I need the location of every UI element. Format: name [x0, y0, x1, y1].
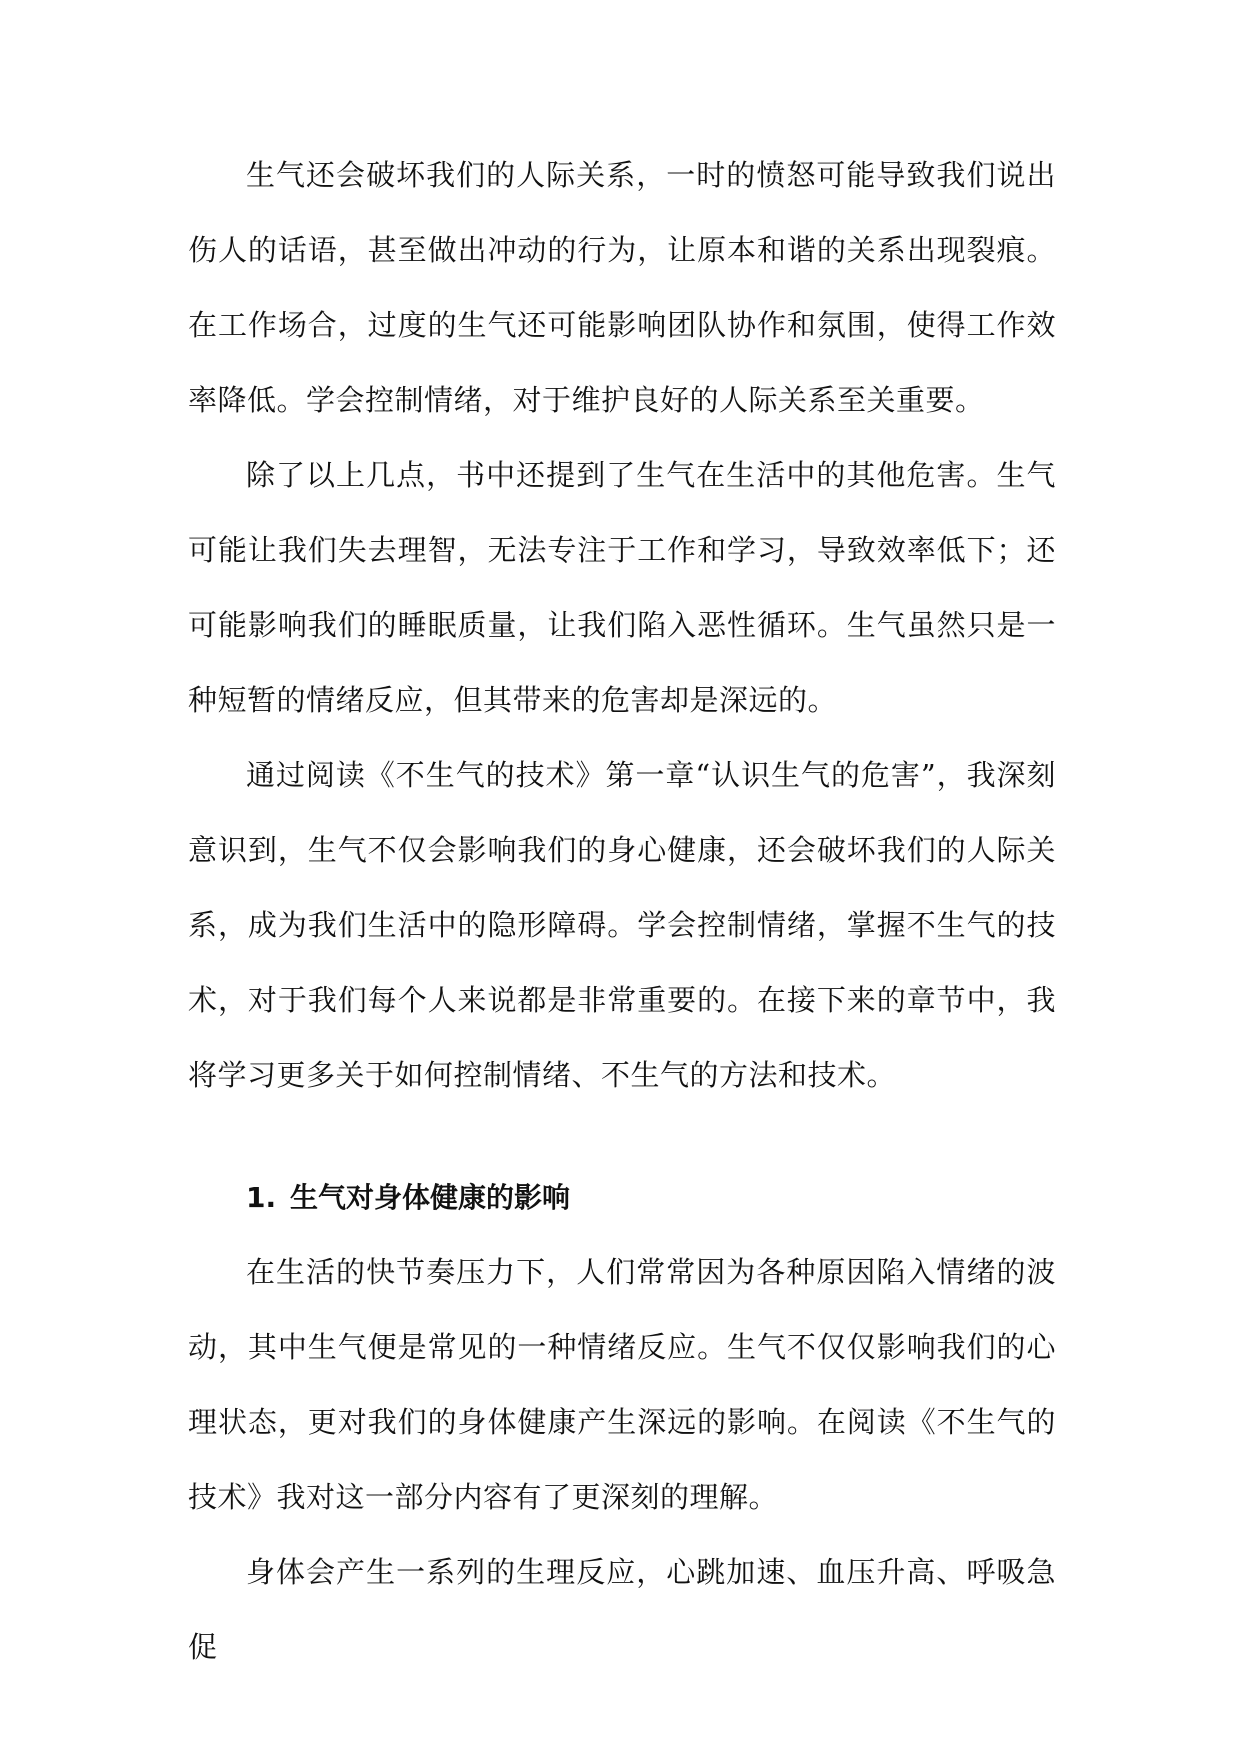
- paragraph-health-intro: 在生活的快节奏压力下，人们常常因为各种原因陷入情绪的波动，其中生气便是常见的一种情绪反应。生气不仅仅影响我们的心理状态，更对我们的身体健康产生深远的影响。在阅读《不生气的技术》我对这一部分内容有了更深刻的理解。: [188, 1255, 1056, 1514]
- section-number: 1.: [246, 1181, 277, 1214]
- paragraph-physiological: 身体会产生一系列的生理反应，心跳加速、血压升高、呼吸急促: [188, 1555, 1056, 1664]
- paragraph-other-harms: 除了以上几点，书中还提到了生气在生活中的其他危害。生气可能让我们失去理智，无法专注于工作和学习，导致效率低下；还可能影响我们的睡眠质量，让我们陷入恶性循环。生气虽然只是一种短暂的情绪反应，但其带来的危害却是深远的。: [188, 458, 1056, 717]
- section-title: 生气对身体健康的影响: [290, 1181, 571, 1214]
- document-body: [188, 138, 1056, 1685]
- paragraph-interpersonal: 生气还会破坏我们的人际关系，一时的愤怒可能导致我们说出伤人的话语，甚至做出冲动的行为，让原本和谐的关系出现裂痕。在工作场合，过度的生气还可能影响团队协作和氛围，使得工作效率降低。学会控制情绪，对于维护良好的人际关系至关重要。: [188, 158, 1056, 417]
- section-heading: [188, 1160, 1056, 1235]
- paragraph-conclusion: 通过阅读《不生气的技术》第一章“认识生气的危害”，我深刻意识到，生气不仅会影响我们的身心健康，还会破坏我们的人际关系，成为我们生活中的隐形障碍。学会控制情绪，掌握不生气的技术，对于我们每个人来说都是非常重要的。在接下来的章节中，我将学习更多关于如何控制情绪、不生气的方法和技术。: [188, 758, 1056, 1092]
